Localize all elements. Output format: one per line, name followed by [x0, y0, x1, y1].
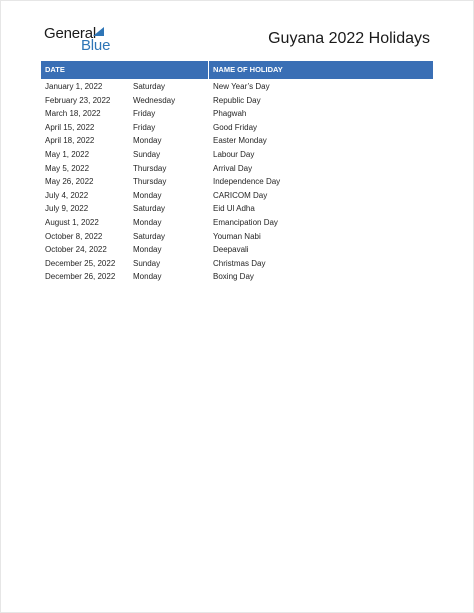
- holiday-cell: Boxing Day: [213, 272, 254, 282]
- weekday-cell: Friday: [133, 109, 156, 119]
- weekday-cell: Monday: [133, 272, 162, 282]
- weekday-cell: Monday: [133, 217, 162, 227]
- weekday-cell: Saturday: [133, 204, 166, 214]
- table-row: [41, 270, 433, 284]
- weekday-cell: Thursday: [133, 177, 167, 187]
- date-cell: February 23, 2022: [45, 95, 111, 105]
- date-cell: May 26, 2022: [45, 177, 94, 187]
- holiday-cell: Good Friday: [213, 122, 258, 132]
- holiday-cell: Republic Day: [213, 95, 261, 105]
- column-header-holiday: NAME OF HOLIDAY: [213, 65, 283, 74]
- logo-word-blue: Blue: [81, 37, 111, 54]
- table-row: [41, 243, 433, 257]
- table-row: [41, 107, 433, 121]
- date-cell: October 8, 2022: [45, 231, 103, 241]
- date-cell: December 26, 2022: [45, 272, 116, 282]
- date-cell: July 9, 2022: [45, 204, 89, 214]
- date-cell: April 18, 2022: [45, 136, 95, 146]
- date-cell: April 15, 2022: [45, 122, 95, 132]
- table-row: [41, 162, 433, 176]
- date-cell: August 1, 2022: [45, 217, 99, 227]
- table-header: [41, 61, 433, 79]
- date-cell: May 1, 2022: [45, 149, 90, 159]
- weekday-cell: Thursday: [133, 163, 167, 173]
- table-row: [41, 189, 433, 203]
- table-row: [41, 134, 433, 148]
- holiday-cell: Emancipation Day: [213, 217, 278, 227]
- date-cell: January 1, 2022: [45, 82, 103, 91]
- weekday-cell: Friday: [133, 122, 156, 132]
- holiday-cell: CARICOM Day: [213, 190, 268, 200]
- table-row: [41, 80, 433, 94]
- weekday-cell: Monday: [133, 136, 162, 146]
- date-cell: October 24, 2022: [45, 245, 107, 255]
- holiday-cell: Phagwah: [213, 109, 247, 119]
- weekday-cell: Sunday: [133, 149, 161, 159]
- table-row: [41, 121, 433, 135]
- holiday-cell: Deepavali: [213, 245, 249, 255]
- holiday-cell: Eid Ul Adha: [213, 204, 255, 214]
- holiday-cell: Easter Monday: [213, 136, 267, 146]
- date-cell: March 18, 2022: [45, 109, 101, 119]
- weekday-cell: Monday: [133, 190, 162, 200]
- weekday-cell: Saturday: [133, 82, 166, 91]
- logo-word-general: General: [44, 25, 96, 42]
- weekday-cell: Sunday: [133, 258, 161, 268]
- table-row: [41, 94, 433, 108]
- holiday-cell: Youman Nabi: [213, 231, 261, 241]
- logo-triangle-icon: [92, 26, 105, 37]
- weekday-cell: Saturday: [133, 231, 166, 241]
- holiday-cell: Christmas Day: [213, 258, 266, 268]
- table-row: [41, 216, 433, 230]
- table-row: [41, 230, 433, 244]
- date-cell: May 5, 2022: [45, 163, 90, 173]
- holiday-cell: Independence Day: [213, 177, 281, 187]
- table-row: [41, 202, 433, 216]
- column-divider: [208, 61, 209, 79]
- date-cell: July 4, 2022: [45, 190, 89, 200]
- table-row: [41, 175, 433, 189]
- table-row: [41, 148, 433, 162]
- holiday-cell: New Year’s Day: [213, 82, 270, 91]
- weekday-cell: Monday: [133, 245, 162, 255]
- table-row: [41, 257, 433, 271]
- generalblue-logo: [44, 25, 124, 55]
- holiday-table-body: [41, 80, 433, 284]
- holiday-cell: Labour Day: [213, 149, 255, 159]
- holiday-cell: Arrival Day: [213, 163, 253, 173]
- column-header-date: DATE: [45, 65, 65, 74]
- weekday-cell: Wednesday: [133, 95, 176, 105]
- date-cell: December 25, 2022: [45, 258, 116, 268]
- page-title: Guyana 2022 Holidays: [268, 30, 430, 47]
